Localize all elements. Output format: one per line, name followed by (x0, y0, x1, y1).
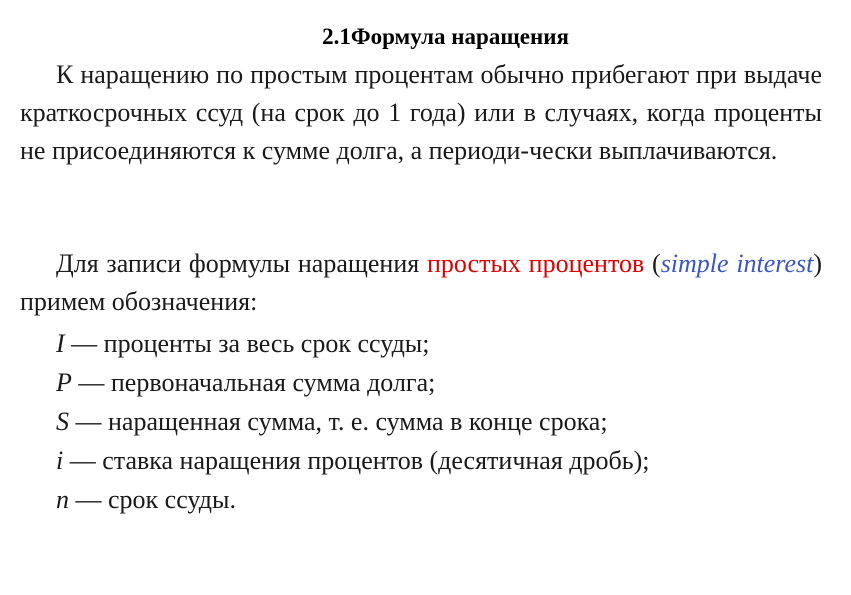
symbol-term: n (56, 485, 69, 514)
term-simple-interest-ru: простых процентов (426, 249, 645, 278)
definition-text: — срок ссуды. (69, 485, 236, 514)
close-paren: ) (813, 249, 823, 278)
paragraph-notation (20, 245, 822, 321)
definitions-list (56, 324, 650, 519)
definition-principal (56, 363, 650, 402)
definition-text: — проценты за весь срок ссуды; (64, 329, 430, 358)
symbol-interest: I (56, 329, 65, 358)
slide-title: 2.1Формула наращения (322, 24, 569, 49)
paragraph-intro-text: К наращению по простым процентам обычно прибегают при выдаче краткосрочных ссуд (на срок до 1 года) или в случаях, когда проценты не присоединяются к сумме долга, а периоди-чески выплачиваются. (20, 60, 822, 165)
symbol-accrued-sum: S (56, 407, 69, 436)
definition-term (56, 480, 650, 519)
definition-interest (56, 324, 650, 363)
definition-text: — ставка наращения процентов (десятичная дробь); (63, 446, 650, 475)
definition-rate (56, 441, 650, 480)
paragraph-notation-tail: примем обозначения: (20, 287, 258, 316)
definition-text: — наращенная сумма, т. е. сумма в конце срока; (69, 407, 608, 436)
term-simple-interest-en: simple interest (660, 249, 814, 278)
definition-accrued-sum (56, 402, 650, 441)
paragraph-intro (20, 56, 822, 170)
paragraph-notation-lead: Для записи формулы наращения (56, 249, 427, 278)
symbol-principal: P (56, 368, 72, 397)
symbol-rate: i (56, 446, 64, 475)
definition-text: — первоначальная сумма долга; (71, 368, 436, 397)
open-paren: ( (652, 249, 661, 278)
